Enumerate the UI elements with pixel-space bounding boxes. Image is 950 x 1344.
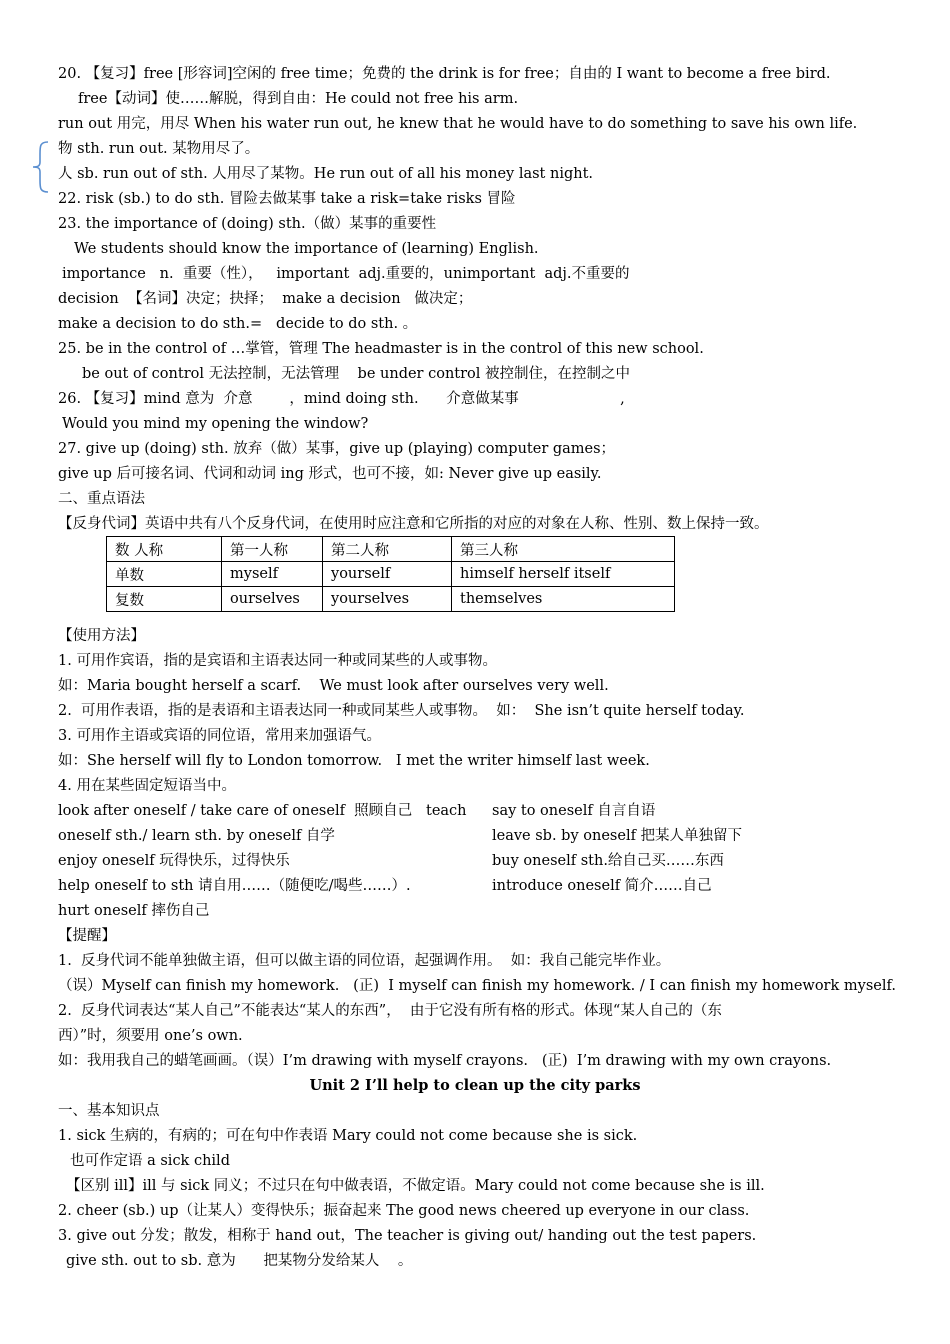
text-line: 1. 反身代词不能单独做主语，但可以做主语的同位语，起强调作用。 如：我自己能完毕作业。 (58, 953, 671, 969)
phrase-item: introduce oneself 简介……自己 (492, 878, 712, 894)
text-line: 【区别 ill】ill 与 sick 同义；不过只在句中做表语，不做定语。Mary could not come because she is ill. (66, 1178, 765, 1194)
text-line: 如：我用我自己的蜡笔画画。（误）I’m drawing with myself crayons. (正) I’m drawing with my own crayons. (58, 1053, 832, 1069)
table-header-cell: 第一人称 (222, 537, 323, 562)
text-line: 物 sth. run out. 某物用尽了。 (58, 141, 260, 157)
text-line: 2. 可用作表语，指的是表语和主语表达同一种或同某些人或事物。 如： She isn’t quite herself today. (58, 703, 745, 719)
text-line: We students should know the importance of (learning) English. (74, 241, 539, 257)
text-line: give sth. out to sb. 意为 把某物分发给某人 。 (66, 1253, 413, 1269)
text-line: free【动词】使……解脱，得到自由：He could not free his arm. (78, 91, 519, 107)
table-header-cell: 第三人称 (452, 537, 675, 562)
phrase-item: help oneself to sth 请自用……（随便吃/喝些……）. (58, 878, 411, 894)
table-row (107, 562, 675, 587)
text-line: 26. 【复习】mind 意为 介意 ，mind doing sth. 介意做某事 , (58, 391, 625, 407)
phrase-item: say to oneself 自言自语 (492, 803, 656, 819)
text-line: 25. be in the control of …掌管，管理 The headmaster is in the control of this new school. (58, 341, 704, 357)
text-line: 3. give out 分发；散发，相称于 hand out，The teacher is giving out/ handing out the test papers. (58, 1228, 757, 1244)
phrase-item: buy oneself sth.给自己买……东西 (492, 853, 724, 869)
phrase-item: look after oneself / take care of oneself 照顾自己 teach (58, 803, 467, 819)
text-line: 27. give up (doing) sth. 放弃（做）某事，give up (playing) computer games； (58, 441, 616, 457)
text-line: Would you mind my opening the window? (62, 416, 369, 432)
table-cell: 单数 (107, 562, 222, 587)
table-cell: 复数 (107, 587, 222, 612)
table-header-cell: 第二人称 (323, 537, 452, 562)
text-line: 20. 【复习】free [形容词]空闲的 free time；免费的 the drink is for free；自由的 I want to become a free bird. (58, 66, 831, 82)
section-heading: 二、重点语法 (58, 491, 145, 507)
text-line: be out of control 无法控制，无法管理 be under control 被控制住，在控制之中 (82, 366, 631, 382)
text-line: 2. 反身代词表达“某人自己”不能表达“某人的东西”， 由于它没有所有格的形式。体现“某人自己的（东 (58, 1003, 722, 1019)
table-cell: himself herself itself (452, 562, 675, 587)
table-cell: myself (222, 562, 323, 587)
section-heading: 一、基本知识点 (58, 1103, 160, 1119)
table-header-cell: 数 人称 (107, 537, 222, 562)
text-line: importance n. 重要（性）， important adj.重要的，unimportant adj.不重要的 (62, 266, 630, 282)
text-line: 4. 用在某些固定短语当中。 (58, 778, 236, 794)
text-line: give up 后可接名词、代词和动词 ing 形式，也可不接，如: Never give up easily. (58, 466, 602, 482)
reflexive-pronoun-table (106, 536, 675, 612)
text-line: 也可作定语 a sick child (70, 1153, 230, 1169)
curly-brace-icon (30, 140, 52, 194)
table-cell: yourselves (323, 587, 452, 612)
text-line: 2. cheer (sb.) up（让某人）变得快乐；振奋起来 The good news cheered up everyone in our class. (58, 1203, 750, 1219)
section-heading: 【使用方法】 (58, 628, 145, 644)
phrase-item: enjoy oneself 玩得快乐，过得快乐 (58, 853, 290, 869)
text-line: 人 sb. run out of sth. 人用尽了某物。He run out of all his money last night. (58, 166, 594, 182)
table-cell: yourself (323, 562, 452, 587)
table-cell: ourselves (222, 587, 323, 612)
phrase-item: leave sb. by oneself 把某人单独留下 (492, 828, 743, 844)
text-line: 【反身代词】英语中共有八个反身代词，在使用时应注意和它所指的对应的对象在人称、性别、数上保持一致。 (58, 516, 769, 532)
text-line: decision 【名词】决定；抉择； make a decision 做决定； (58, 291, 473, 307)
text-line: 23. the importance of (doing) sth.（做）某事的重要性 (58, 216, 437, 232)
text-line: （误）Myself can finish my homework. (正) I myself can finish my homework. / I can finish my homework myself. (58, 978, 896, 994)
text-line: 22. risk (sb.) to do sth. 冒险去做某事 take a risk=take risks 冒险 (58, 191, 516, 207)
section-heading: 【提醒】 (58, 928, 116, 944)
text-line: 如：She herself will fly to London tomorrow. I met the writer himself last week. (58, 753, 650, 769)
table-cell: themselves (452, 587, 675, 612)
text-line: 西）”时，须要用 one’s own. (58, 1028, 243, 1044)
text-line: make a decision to do sth.= decide to do sth. 。 (58, 316, 418, 332)
text-line: 1. 可用作宾语，指的是宾语和主语表达同一种或同某些的人或事物。 (58, 653, 497, 669)
text-line: hurt oneself 摔伤自己 (58, 903, 210, 919)
text-line: 1. sick 生病的，有病的；可在句中作表语 Mary could not come because she is sick. (58, 1128, 638, 1144)
text-line: run out 用完，用尽 When his water run out, he knew that he would have to do something to save his own life. (58, 116, 858, 132)
unit-title: Unit 2 I’ll help to clean up the city parks (309, 1077, 641, 1094)
text-line: 如：Maria bought herself a scarf. We must look after ourselves very well. (58, 678, 609, 694)
text-line: 3. 可用作主语或宾语的同位语，常用来加强语气。 (58, 728, 381, 744)
table-row (107, 587, 675, 612)
table-header-row (107, 537, 675, 562)
phrase-item: oneself sth./ learn sth. by oneself 自学 (58, 828, 335, 844)
